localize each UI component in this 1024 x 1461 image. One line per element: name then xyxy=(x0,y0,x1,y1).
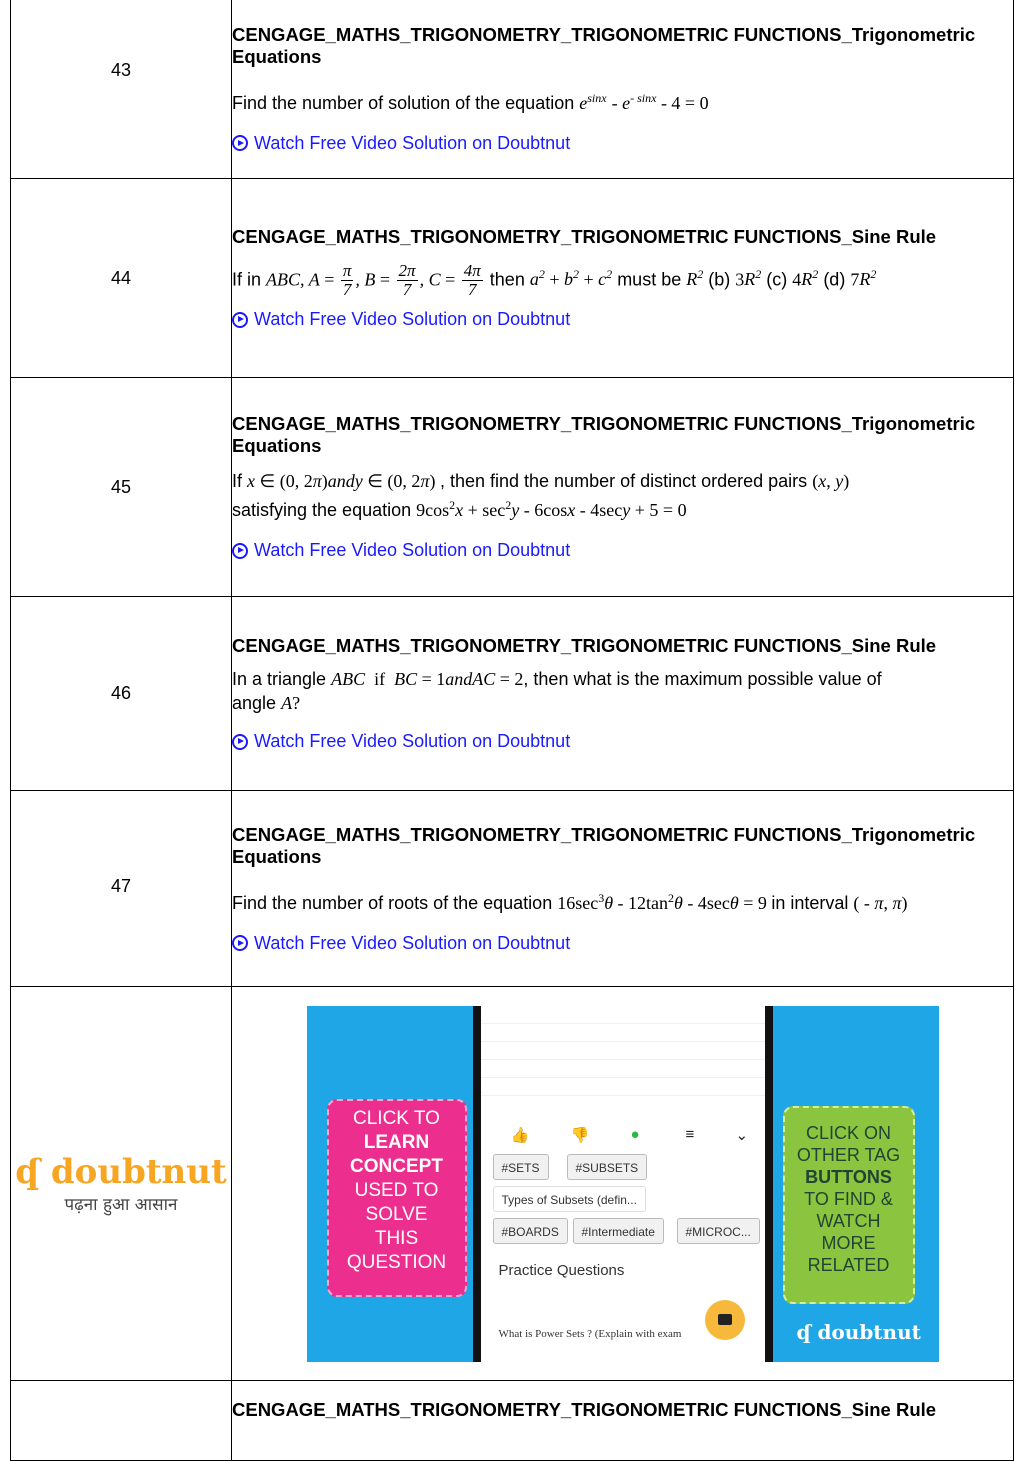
play-circle-icon xyxy=(232,734,248,750)
question-text: If x ∈ (0, 2π)andy ∈ (0, 2π) , then find the number of distinct ordered pairs (x, y) satisfying the equation $9\cos^2x + \sec^2y - 6\cos x - 4\sec y + 5 = 0$ xyxy=(232,471,850,520)
question-cell xyxy=(232,179,1014,378)
question-heading: CENGAGE_MATHS_TRIGONOMETRY_TRIGONOMETRIC FUNCTIONS_Sine Rule xyxy=(232,635,937,656)
tag-boards[interactable]: #BOARDS xyxy=(493,1218,568,1244)
question-heading: CENGAGE_MATHS_TRIGONOMETRY_TRIGONOMETRIC FUNCTIONS_Trigonometric Equations xyxy=(232,413,976,456)
doubtnut-logo: ʠ doubtnut पढ़ना हुआ आसान xyxy=(15,1152,227,1215)
click-to-learn-box[interactable]: CLICK TO LEARN CONCEPT USED TO SOLVE THIS QUESTION xyxy=(327,1099,467,1297)
question-heading: CENGAGE_MATHS_TRIGONOMETRY_TRIGONOMETRIC FUNCTIONS_Trigonometric Equations xyxy=(232,823,976,867)
tag-intermediate[interactable]: #Intermediate xyxy=(573,1218,664,1244)
row-number: 44 xyxy=(11,179,232,378)
row-number xyxy=(11,1381,232,1461)
row-number: 47 xyxy=(11,791,232,987)
question-heading: CENGAGE_MATHS_TRIGONOMETRY_TRIGONOMETRIC FUNCTIONS_Sine Rule xyxy=(232,1399,937,1420)
question-text: If in ABC, A = $\frac{\pi}{7}$ , B = $\frac{2\pi}{7}$ , C = $\frac{4\pi}{7}$ then $a^2 + b^2 + c^2$ must be $R^2$ (b) $3R^2$ (c) $4R^2$ (d) $7R^2$ xyxy=(232,261,877,299)
tag-types-of-subsets[interactable]: Types of Subsets (defin... xyxy=(493,1186,646,1212)
row-number: 45 xyxy=(11,378,232,597)
question-preview[interactable]: What is Power Sets ? (Explain with exam xyxy=(498,1327,682,1340)
question-heading: CENGAGE_MATHS_TRIGONOMETRY_TRIGONOMETRIC FUNCTIONS_Sine Rule xyxy=(232,226,937,247)
promo-ad-cell[interactable] xyxy=(232,987,1014,1381)
question-cell xyxy=(232,1381,1014,1461)
play-circle-icon xyxy=(232,135,248,151)
question-text: Find the number of roots of the equation $16\sec^3\theta - 12\tan^2\theta - 4\sec\theta = 9$ in interval ( - π, π) xyxy=(232,890,908,913)
watch-video-link[interactable]: Watch Free Video Solution on Doubtnut xyxy=(232,133,1013,154)
whatsapp-icon[interactable]: ● xyxy=(630,1125,640,1143)
thumbs-up-icon[interactable]: 👍 xyxy=(510,1126,530,1144)
tag-subsets[interactable]: #SUBSETS xyxy=(567,1154,648,1180)
promo-ad-banner[interactable] xyxy=(307,1006,939,1362)
watch-video-link[interactable]: Watch Free Video Solution on Doubtnut xyxy=(232,731,1013,752)
watch-video-link[interactable]: Watch Free Video Solution on Doubtnut xyxy=(232,933,1013,954)
question-heading: CENGAGE_MATHS_TRIGONOMETRY_TRIGONOMETRIC FUNCTIONS_Trigonometric Equations xyxy=(232,23,976,67)
click-other-tags-box[interactable]: CLICK ON OTHER TAG BUTTONS TO FIND & WATCH MORE RELATED xyxy=(783,1106,915,1304)
row-number: 43 xyxy=(11,0,232,179)
play-circle-icon xyxy=(232,543,248,559)
watch-video-link[interactable]: Watch Free Video Solution on Doubtnut xyxy=(232,309,1013,330)
thumbs-down-icon[interactable]: 👎 xyxy=(570,1126,590,1144)
question-text: Find the number of solution of the equation $e^{sinx} - e^{- sinx} - 4 = 0$ xyxy=(232,90,709,113)
play-circle-icon xyxy=(232,312,248,328)
row-number: 46 xyxy=(11,597,232,791)
tag-sets[interactable]: #SETS xyxy=(493,1154,549,1180)
question-text: In a triangle ABC if BC = 1andAC = 2, then what is the maximum possible value of angle A? xyxy=(232,669,882,713)
chevron-down-icon[interactable]: ⌄ xyxy=(735,1126,749,1144)
question-cell xyxy=(232,378,1014,597)
question-cell xyxy=(232,597,1014,791)
doubtnut-logo-cell xyxy=(11,987,232,1381)
video-thumbnail xyxy=(481,1006,765,1096)
play-circle-icon xyxy=(232,935,248,951)
question-cell xyxy=(232,791,1014,987)
doubtnut-ad-logo: ʠ doubtnut xyxy=(796,1319,921,1344)
add-playlist-icon[interactable]: ≡ xyxy=(685,1125,695,1143)
tag-microc[interactable]: #MICROC... xyxy=(677,1218,760,1244)
question-cell xyxy=(232,0,1014,179)
practice-questions-heading: Practice Questions xyxy=(498,1261,625,1279)
watch-video-link[interactable]: Watch Free Video Solution on Doubtnut xyxy=(232,540,1013,561)
camera-icon[interactable] xyxy=(705,1300,745,1340)
